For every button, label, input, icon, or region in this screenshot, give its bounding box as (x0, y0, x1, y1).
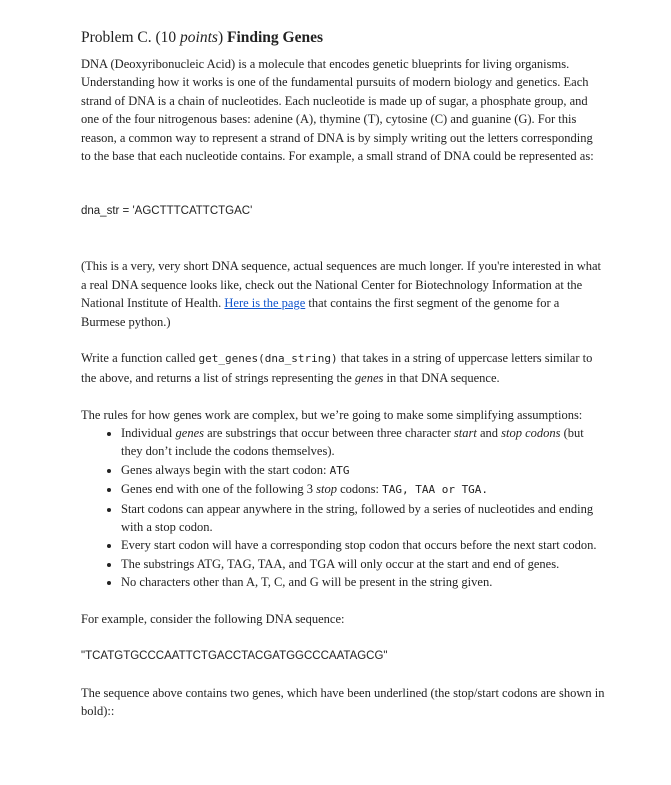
rule-item (121, 480, 605, 499)
rule-item: • The substrings ATG, TAG, TAA, and TGA will only occur at the start and end of genes. (121, 555, 605, 573)
rule-item: • Every start codon will have a corresponding stop codon that occurs before the next start codon. (121, 536, 605, 554)
rule1-genes: genes (175, 426, 204, 441)
dna-example: dna_str = 'AGCTTTCATTCTGAC' (81, 205, 253, 218)
note-after-link: that contains the first segment of the genome for a Burmese python.) (81, 296, 560, 329)
rule-item (121, 424, 605, 461)
title-prefix: Problem C. (10 (81, 29, 181, 46)
example-sequence: "TCATGTGCCCAATTCTGACCTACGATGGCCCAATAGCG" (81, 649, 388, 662)
rule-item (121, 461, 605, 480)
rule1-b: are substrings that occur between three character (203, 426, 454, 441)
title-points: points (180, 29, 218, 46)
rule3-a: Genes end with one of the following 3 (121, 482, 317, 497)
task-before: Write a function called (81, 351, 199, 366)
task-genes: genes (354, 370, 384, 385)
rule-item: • No characters other than A, T, C, and G will be present in the string given. (121, 573, 605, 591)
rule1-stop: stop codons (501, 426, 561, 441)
rule-item: • Start codons can appear anywhere in the string, followed by a series of nucleotides and ending with a stop codon. (121, 500, 605, 537)
task-paragraph (81, 349, 605, 387)
note-before-link: (This is a very, very short DNA sequence, actual sequences are much longer. If you're interested in what a real DNA sequence looks like, check out the National Center for Biotechnology Information at the National Institute of Health. (81, 259, 602, 311)
note-paragraph (81, 257, 605, 331)
function-signature: get_genes(dna_string) (198, 352, 338, 366)
closing-paragraph: The sequence above contains two genes, which have been underlined (the stop/start codons are shown in bold):: (81, 685, 605, 719)
rule2-text: Genes always begin with the start codon: (121, 462, 330, 477)
rule3-stop: stop (316, 482, 337, 497)
rules-list (81, 424, 605, 592)
rule1-a: Individual (121, 426, 176, 441)
rule3-b: codons: (336, 482, 383, 497)
title-bold: Finding Genes (226, 29, 324, 46)
task-middle: that takes in a string of uppercase letters similar to the above, and returns a list of strings representing the (81, 351, 593, 385)
genome-page-link[interactable]: Here is the page (224, 296, 306, 311)
document-page (81, 28, 605, 720)
title-suffix: ) (217, 29, 227, 46)
rule1-d: (but they don’t include the codons themselves). (121, 426, 584, 459)
rule1-start: start (453, 426, 477, 441)
rule3-code: TAG, TAA or TGA. (382, 483, 489, 497)
task-after: in that DNA sequence. (383, 370, 500, 385)
intro-paragraph: DNA (Deoxyribonucleic Acid) is a molecule that encodes genetic blueprints for living organisms. Understanding how it works is one of the fundamental pursuits of modern biology and genetics. Each strand of DNA is a chain of nucleotides. Each nucleotide is made up of sugar, a phosphate group, and one of the four nitrogenous bases: adenine (A), thymine (T), cytosine (C) and guanine (G). For this reason, a common way to represent a strand of DNA is by simply writing out the letters corresponding to the base that each nucleotide contains. For example, a small strand of DNA could be represented as: (81, 57, 594, 164)
rule1-c: and (476, 426, 502, 441)
rules-intro: The rules for how genes work are complex, but we’re going to make some simplifying assumptions: (81, 407, 583, 422)
example-intro: For example, consider the following DNA sequence: (81, 612, 345, 627)
rule2-code: ATG (329, 463, 350, 477)
problem-title (81, 28, 605, 48)
